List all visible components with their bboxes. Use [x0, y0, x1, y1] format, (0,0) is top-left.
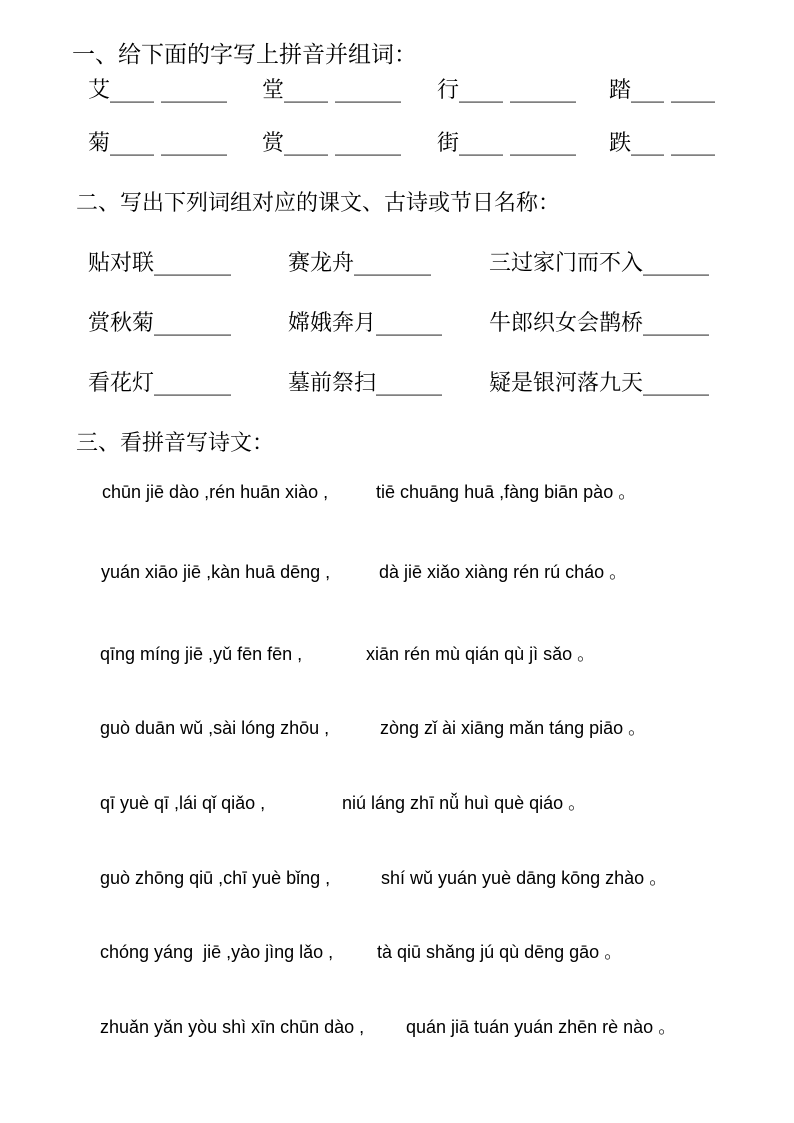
s2-r3-c1: 看花灯_______ [88, 371, 232, 396]
s1-r1-c3: 行____ ______ [437, 78, 576, 103]
s1-r1-c4: 踏___ ____ [609, 78, 715, 103]
s1-r2-c1: 菊____ ______ [88, 131, 227, 156]
s2-r2-c2: 嫦娥奔月______ [288, 311, 443, 336]
s1-r1-c1: 艾____ ______ [88, 78, 227, 103]
s1-r1-c2: 堂____ ______ [262, 78, 401, 103]
pinyin-line-1b: tiē chuāng huā ,fàng biān pào 。 [376, 482, 637, 502]
s1-r2-c2: 赏____ ______ [262, 131, 401, 156]
s2-r1-c3: 三过家门而不入______ [489, 251, 710, 276]
pinyin-line-2b: dà jiē xiǎo xiàng rén rú cháo 。 [379, 562, 628, 582]
pinyin-line-6a: guò zhōng qiū ,chī yuè bǐng , [100, 868, 331, 888]
pinyin-line-6b: shí wǔ yuán yuè dāng kōng zhào 。 [381, 868, 668, 888]
pinyin-line-8b: quán jiā tuán yuán zhēn rè nào 。 [406, 1017, 677, 1037]
s1-r2-c4: 跌___ ____ [609, 131, 715, 156]
s2-r3-c3: 疑是银河落九天______ [489, 371, 710, 396]
s2-r3-c2: 墓前祭扫______ [288, 371, 443, 396]
pinyin-line-8a: zhuǎn yǎn yòu shì xīn chūn dào , [100, 1017, 365, 1037]
pinyin-line-4b: zòng zǐ ài xiāng mǎn táng piāo 。 [380, 718, 647, 738]
s2-r1-c2: 赛龙舟_______ [288, 251, 432, 276]
s2-r2-c1: 赏秋菊_______ [88, 311, 232, 336]
section3-heading: 三、看拼音写诗文： [76, 431, 275, 456]
s2-r1-c1: 贴对联_______ [88, 251, 232, 276]
pinyin-line-3a: qīng míng jiē ,yǔ fēn fēn , [100, 644, 303, 664]
pinyin-line-4a: guò duān wǔ ,sài lóng zhōu , [100, 718, 330, 738]
s1-r2-c3: 街____ ______ [437, 131, 576, 156]
pinyin-line-2a: yuán xiāo jiē ,kàn huā dēng , [101, 562, 331, 582]
section1-heading: 一、给下面的字写上拼音并组词： [72, 42, 417, 68]
pinyin-line-5a: qī yuè qī ,lái qǐ qiǎo , [100, 793, 266, 813]
pinyin-line-7a: chóng yáng jiē ,yào jìng lǎo , [100, 942, 334, 962]
pinyin-line-5b: niú láng zhī nǚ huì què qiáo 。 [342, 793, 587, 813]
s2-r2-c3: 牛郎织女会鹊桥______ [489, 311, 710, 336]
pinyin-line-1a: chūn jiē dào ,rén huān xiào , [102, 482, 329, 502]
pinyin-line-3b: xiān rén mù qián qù jì sǎo 。 [366, 644, 596, 664]
section2-heading: 二、写出下列词组对应的课文、古诗或节日名称： [76, 191, 561, 216]
pinyin-line-7b: tà qiū shǎng jú qù dēng gāo 。 [377, 942, 623, 962]
